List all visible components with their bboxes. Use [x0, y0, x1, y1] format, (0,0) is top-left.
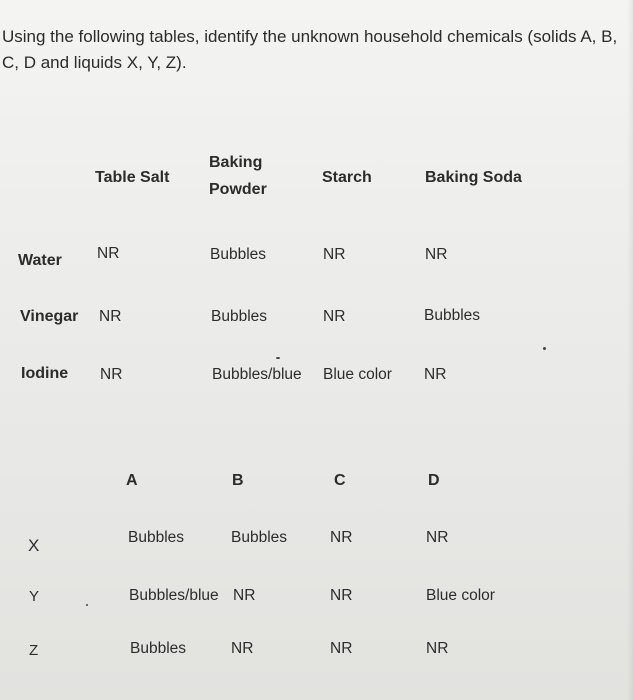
- column-header-c: C: [334, 472, 346, 489]
- table-cell: NR: [424, 366, 447, 383]
- table-cell: NR: [426, 529, 449, 546]
- row-label-x: X: [28, 536, 40, 555]
- table-cell: NR: [330, 640, 353, 657]
- stray-mark: [543, 347, 546, 350]
- table-cell: NR: [330, 587, 353, 604]
- table-cell: Blue color: [323, 366, 392, 383]
- table-cell: NR: [231, 640, 254, 657]
- stray-mark: [86, 604, 88, 606]
- row-label-z: Z: [29, 642, 39, 659]
- column-header-baking-soda: Baking Soda: [425, 169, 522, 186]
- table-cell: Bubbles: [211, 308, 268, 325]
- question-prompt: Using the following tables, identify the unknown household chemicals (solids A, B, C, D and liquids X, Y, Z).: [2, 27, 618, 72]
- table-cell: NR: [425, 246, 448, 263]
- stray-mark: [276, 357, 280, 359]
- table-cell: NR: [330, 529, 353, 546]
- table-cell: NR: [426, 640, 449, 657]
- table-cell: NR: [100, 366, 123, 383]
- table-cell: Bubbles/blue: [129, 587, 219, 604]
- column-header-a: A: [126, 472, 138, 489]
- column-header-b: B: [232, 472, 244, 489]
- table-cell: Bubbles: [128, 529, 185, 546]
- table-cell: NR: [323, 246, 346, 263]
- table-cell: NR: [99, 308, 122, 325]
- table-cell: Bubbles: [130, 640, 187, 657]
- table-cell: Blue color: [426, 587, 495, 604]
- table-cell: NR: [233, 587, 256, 604]
- screen-edge-shadow: [627, 0, 633, 700]
- row-label-vinegar: Vinegar: [20, 308, 79, 325]
- row-label-y: Y: [29, 588, 40, 605]
- table-cell: Bubbles: [424, 307, 481, 324]
- row-label-water: Water: [18, 252, 62, 269]
- column-header-d: D: [428, 472, 440, 489]
- row-label-iodine: Iodine: [21, 365, 69, 382]
- column-header-baking-powder: Baking Powder: [209, 154, 267, 198]
- table-cell: Bubbles: [231, 529, 288, 546]
- column-header-starch: Starch: [322, 169, 372, 186]
- table-cell: Bubbles/blue: [212, 366, 302, 383]
- column-header-table-salt: Table Salt: [95, 169, 170, 186]
- table-cell: NR: [97, 245, 120, 262]
- table-cell: Bubbles: [210, 246, 267, 263]
- table-cell: NR: [323, 308, 346, 325]
